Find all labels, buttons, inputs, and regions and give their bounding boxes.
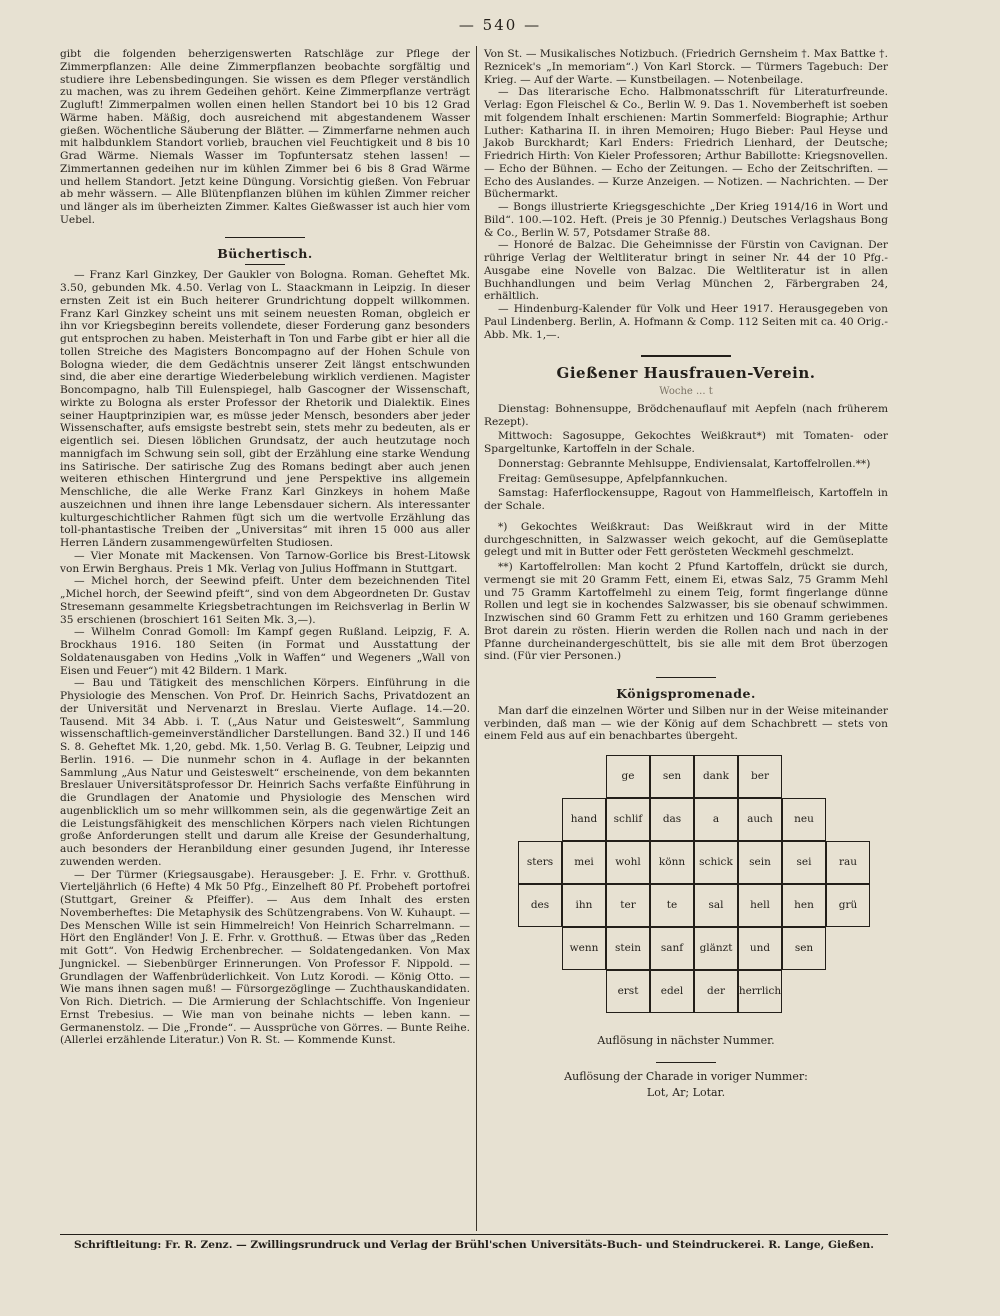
book-entry-sachs: — Bau und Tätigkeit des menschlichen Körpers. Einführung in die Physiologie des Menschen. Von Prof. Dr. Heinrich Sachs, Privatdozent an der Universität und Nervenarzt in Breslau. Vierte Auflage. 14.—20. Tausend. Mit 34 Abb. i. T. („Aus Natur und Geisteswelt“, Sammlung wissenschaftlich-gemeinverständlicher Darstellungen. Band 32.) II und 146 S. 8. Geheftet Mk. 1,20, gebd. Mk. 1,50. Verlag B. G. Teubner, Leipzig und Berlin. 1916. — Die nunmehr schon in 4. Auflage in der bekannten Sammlung „Aus Natur und Geisteswelt“ erscheinende, von dem bekannten Breslauer Universitätsprofessor Dr. Heinrich Sachs verfaßte Einführung in die Grundlagen der Anatomie und Physiologie des Menschen wird augenblicklich um so mehr willkommen sein, als die gegenwärtige Zeit an die Leistungsfähigkeit des menschlichen Körpers nach vielen Richtungen große Anforderungen stellt und darum alle Kreise der Gesunderhaltung, auch besonders der Heranbildung einer gesunden Jugend, ihr Interesse zuwenden werden. [60,677,470,868]
koenigspromenade-heading: Königspromenade. [616,686,756,701]
grid-cell: der [694,970,738,1013]
grid-cell: sanf [650,927,694,970]
grid-cell: wenn [562,927,606,970]
grid-cell: sen [650,755,694,798]
section-divider [225,237,305,238]
menu-day: Mittwoch: Sagosuppe, Gekochtes Weißkraut*) mit Tomaten- oder Spargeltunke, Kartoffeln in der Schale. [484,430,888,455]
grid-cell: sein [738,841,782,884]
grid-cell: te [650,884,694,927]
grid-cell: herrlich [738,970,782,1013]
grid-cell: ter [606,884,650,927]
left-column [60,48,470,1047]
grid-cell: neu [782,798,826,841]
recipe-notes [484,521,888,663]
menu-day: Dienstag: Bohnensuppe, Brödchenauflauf mit Aepfeln (nach früherem Rezept). [484,402,888,428]
column-divider [476,46,477,1231]
book-entry-mackensen: — Vier Monate mit Mackensen. Von Tarnow-Gorlice bis Brest-Litowsk von Erwin Berghaus. Preis 1 Mk. Verlag von Julius Hoffmann in Stuttgart. [60,549,470,575]
books-heading: Büchertisch. [217,245,313,261]
grid-cell: ge [606,755,650,798]
book-entry-hindenburg: — Hindenburg-Kalender für Volk und Heer 1917. Herausgegeben von Paul Lindenberg. Berlin, A. Hofmann & Comp. 112 Seiten mit ca. 40 Orig.-Abb. Mk. 1,—. [484,303,888,341]
page-number: — 540 — [458,16,542,34]
grid-cell: hand [562,798,606,841]
book-entry-balzac: — Honoré de Balzac. Die Geheimnisse der Fürstin von Cavignan. Der rührige Verlag der Weltliteratur bringt in seiner Nr. 44 der 10 Pfg.-Ausgabe eine Novelle von Balzac. Die Weltliteratur ist in allen Buchhandlungen und beim Verlag München 2, Färbergraben 24, erhältlich. [484,239,888,303]
section-divider [656,1062,716,1063]
grid-cell: könn [650,841,694,884]
hausfrauen-heading: Gießener Hausfrauen-Verein. [556,364,816,383]
grid-cell: edel [650,970,694,1013]
weekly-menu [484,403,888,513]
book-entry-tuermer: — Der Türmer (Kriegsausgabe). Herausgeber: J. E. Frhr. v. Grotthuß. Vierteljährlich (6 Hefte) 4 Mk 50 Pfg., Einzelheft 80 Pf. Probeheft portofrei (Stuttgart, Greiner & Pfeiffer). — Aus dem Inhalt des ersten Novemberheftes: Die Metaphysik des Schützengrabens. Von W. Kuhaupt. — Des Menschen Wille ist sein Himmelreich! Von Heinrich Scharrelmann. — Hört den Engländer! Von J. E. Frhr. v. Grotthuß. — Etwas über das „Reden mit Gott“. Von Hedwig Erchenbrecher. — Soldatengedanken. Von Max Jungnickel. — Siebenbürger Erinnerungen. Von Professor F. Nippold. — Grundlagen der Waffenbrüderlichkeit. Von Lutz Korodi. — König Otto. — Wie mans ihnen sagen muß! — Fürsorgezöglinge — Zuchthauskandidaten. Von Rich. Dietrich. — Die Armierung der Schlachtschiffe. Von Ingenieur Ernst Trebesius. — Wie man von beinahe nichts — leben kann. — Germanenstolz. — Die „Fronde“. — Aussprüche von Görres. — Bunte Reihe. (Allerlei erzählende Literatur.) Von R. St. — Kommende Kunst. [60,868,470,1047]
grid-cell: des [518,884,562,927]
section-divider [656,677,716,678]
grid-cell: sen [782,927,826,970]
recipe-note: **) Kartoffelrollen: Man kocht 2 Pfund Kartoffeln, drückt sie durch, vermengt sie mit 20 Gramm Fett, einem Ei, etwas Salz, 75 Gramm Mehl und 75 Gramm Kartoffelmehl zu einem Teig, formt fingerlange dünne Rollen und legt sie in kochendes Salzwasser, bis sie obenauf schwimmen. Inzwischen sind 60 Gramm Fett zu erhitzen und 160 Gramm geriebenes Brot darein zu rösten. Hierin werden die Rollen nach und nach in der Pfanne durcheinandergeschüttelt, bis sie alle mit dem Brot überzogen sind. (Für vier Personen.) [484,561,888,663]
koenigspromenade-intro: Man darf die einzelnen Wörter und Silben nur in der Weise miteinander verbinden, daß man — wie der König auf dem Schachbrett — stets von einem Feld aus auf ein benachbartes übergeht. [484,704,888,743]
book-entry-literarisches-echo: — Das literarische Echo. Halbmonatsschrift für Literaturfreunde. Verlag: Egon Fleischel & Co., Berlin W. 9. Das 1. Novemberheft ist soeben mit folgendem Inhalt erschienen: Martin Sommerfeld: Biographie; Arthur Luther: Katharina II. in ihren Memoiren; Hugo Bieber: Paul Heyse und Jakob Burckhardt; Karl Enders: Friedrich Lienhard, der Deutsche; Friedrich Hirth: Von Kieler Professoren; Arthur Babillotte: Kriegsnovellen. — Echo der Bühnen. — Echo der Zeitungen. — Echo der Zeitschriften. — Echo des Auslandes. — Kurze Anzeigen. — Notizen. — Nachrichten. — Der Büchermarkt. [484,86,888,201]
plant-care-text: gibt die folgenden beherzigenswerten Ratschläge zur Pflege der Zimmerpflanzen: Alle deine Zimmerpflanzen beobachte sorgfältig und studiere ihre Lebensbedingungen. Sie wissen es dem Pfleger verständlich zu machen, was zu ihrem Gedeihen gehört. Keine Zimmerpflanze verträgt Zugluft! Zimmerpalmen wollen einen hellen Standort bei 10 bis 12 Grad Wärme haben. Mäßig, doch ausreichend mit abgestandenem Wasser gießen. Wöchentliche Säuberung der Blätter. — Zimmerfarne nehmen auch mit halbdunklem Standort vorlieb, brauchen viel Feuchtigkeit und 8 bis 10 Grad Wärme. Niemals Wasser im Topfuntersatz stehen lassen! — Zimmertannen gedeihen nur im kühlen Zimmer bei 6 bis 8 Grad Wärme und hellem Standort. Jetzt keine Düngung. Vorsichtig gießen. Von Februar ab mehr wässern. — Alle Blütenpflanzen blühen im kühlen Zimmer reicher und länger als im überheizten Zimmer. Kaltes Gießwasser ist auch hier vom Uebel. [60,48,470,226]
grid-cell: dank [694,755,738,798]
imprint-footer: Schriftleitung: Fr. R. Zenz. — Zwillingsrundruck und Verlag der Brühl'schen Universitäts-Buch- und Steindruckerei. R. Lange, Gießen. [74,1239,874,1251]
grid-cell: und [738,927,782,970]
grid-cell: stein [606,927,650,970]
grid-cell: sei [782,841,826,884]
section-divider [641,355,731,357]
grid-cell: erst [606,970,650,1013]
menu-day: Freitag: Gemüsesuppe, Apfelpfannkuchen. [498,472,728,485]
grid-cell: sters [518,841,562,884]
grid-cell: ber [738,755,782,798]
right-column [484,48,888,1099]
hausfrauen-subheading: Woche ... t [659,386,713,397]
book-entry-gomoll: — Wilhelm Conrad Gomoll: Im Kampf gegen Rußland. Leipzig, F. A. Brockhaus 1916. 180 Seiten (in Format und Ausstattung der Soldatenausgaben von Hedins „Volk in Waffen“ und Wegeners „Wall von Eisen und Feuer“) mit 42 Bildern. 1 Mark. [60,626,470,677]
book-entry-bong: — Bongs illustrierte Kriegsgeschichte „Der Krieg 1914/16 in Wort und Bild“. 100.—102. Heft. (Preis je 30 Pfennig.) Deutsches Verlagshaus Bong & Co., Berlin W. 57, Potsdamer Straße 88. [484,201,888,239]
footer-rule [60,1234,888,1235]
heading-underline [245,264,285,265]
grid-cell: schlif [606,798,650,841]
book-entry-ginzkey: — Franz Karl Ginzkey, Der Gaukler von Bologna. Roman. Geheftet Mk. 3.50, gebunden Mk. 4.50. Verlag von L. Staackmann in Leipzig. In dieser ernsten Zeit ist ein Buch heiterer Grundrichtung doppelt willkommen. Franz Karl Ginzkey scheint uns mit seinem neuesten Roman, obgleich er ihn vor Kriegsbeginn bereits vollendete, dieser Forderung ganz besonders gut entsprochen zu haben. Meisterhaft in Ton und Farbe gibt er hier all die tollen Streiche des Magisters Boncompagno auf der Hohen Schule von Bologna wieder, die dem Gedächtnis unserer Zeit längst entschwunden sind, die aber eine derartige Wiederbelebung wirklich verdienen. Magister Boncompagno, halb Till Eulenspiegel, halb Gascogner der Wissenschaft, wirkte zu Bologna als erster Professor der Rhetorik und Dialektik. Eines seiner Hauptprinzipien war, es müsse jeder Mensch, besonders aber jeder Wissenschafter, aufs emsigste bestrebt sein, stets mehr zu bedeuten, als er eigentlich sei. Diesen löblichen Grundsatz, der auch heutzutage noch mannigfach im Schwung sein soll, gibt der Erzählung eine starke Wendung ins Satirische. Der satirische Zug des Romans bedingt aber auch jenen weiteren ethischen Hintergrund und jene Perspektive ins allgemein Menschliche, die alle Werke Franz Karl Ginzkeys in hohem Maße auszeichnen und ihnen ihre lange Lebensdauer sichern. Als interessanter kulturgeschichtlicher Rahmen fügt sich um die wertvolle Erzählung das toll-phantastische Treiben der „Universitas“ mit ihren 15 000 aus aller Herren Ländern zusammengewürfelten Studiosen. [60,269,470,549]
grid-cell: ihn [562,884,606,927]
grid-cell: das [650,798,694,841]
koenigspromenade-caption: Auflösung in nächster Nummer. [597,1034,775,1047]
grid-cell: hen [782,884,826,927]
grid-cell: a [694,798,738,841]
book-entry-stresemann: — Michel horch, der Seewind pfeift. Unter dem bezeichnenden Titel „Michel horch, der Seewind pfeift“, sind von dem Abgeordneten Dr. Gustav Stresemann gesammelte Kriegsbetrachtungen im Reichsverlag in Berlin W 35 erschienen (broschiert 161 Seiten Mk. 3,—). [60,575,470,626]
charade-heading: Auflösung der Charade in voriger Nummer: [564,1069,808,1083]
menu-day: Samstag: Haferflockensuppe, Ragout von Hammelfleisch, Kartoffeln in der Schale. [484,487,888,512]
koenigspromenade-grid [518,755,858,1027]
grid-cell: wohl [606,841,650,884]
recipe-note: *) Gekochtes Weißkraut: Das Weißkraut wird in der Mitte durchgeschnitten, in Salzwasser weich gekocht, auf die Gemüseplatte gelegt und mit in Butter oder Fett gerösteten Weckmehl geschmelzt. [484,520,888,559]
grid-cell: glänzt [694,927,738,970]
grid-cell: mei [562,841,606,884]
grid-cell: auch [738,798,782,841]
grid-cell: rau [826,841,870,884]
grid-cell: hell [738,884,782,927]
tuermer-continuation: Von St. — Musikalisches Notizbuch. (Friedrich Gernsheim †. Max Battke †. Reznicek's „In memoriam“.) Von Karl Storck. — Türmers Tagebuch: Der Krieg. — Auf der Warte. — Kunstbeilagen. — Notenbeilage. [484,48,888,86]
charade-answer: Lot, Ar; Lotar. [646,1085,726,1099]
menu-day: Donnerstag: Gebrannte Mehlsuppe, Endiviensalat, Kartoffelrollen.**) [498,457,871,470]
grid-cell: schick [694,841,738,884]
grid-cell: sal [694,884,738,927]
grid-cell: grü [826,884,870,927]
